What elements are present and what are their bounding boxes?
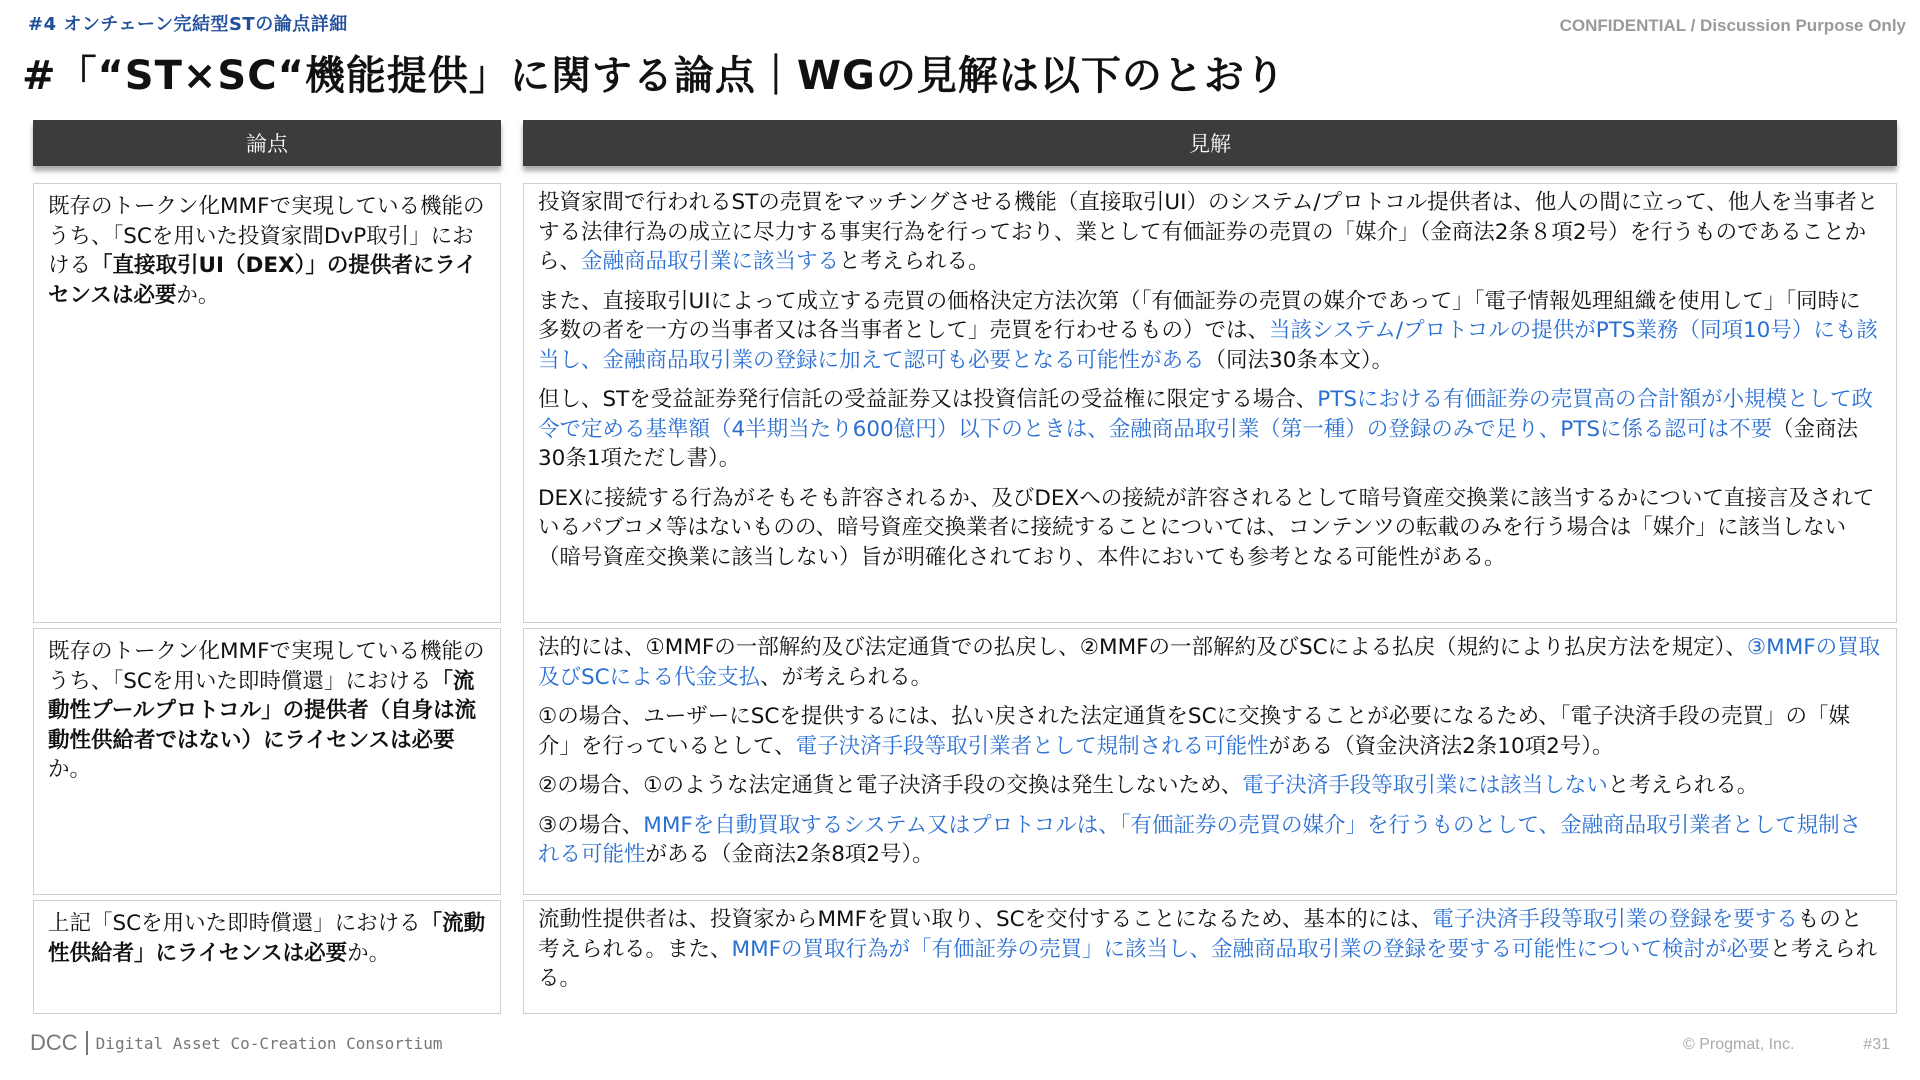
page-title: #「“ST×SC“機能提供」に関する論点｜WGの見解は以下のとおり [22, 53, 1286, 99]
text-run: ものと考えられる。また、 [538, 907, 1863, 962]
highlighted-text: PTSにおける有価証券の売買高の合計額が小規模として政令で定める基準額（4半期当たり600億円）以下のときは、金融商品取引業（第一種）の登録のみで足り、PTSに係る認可は不要 [538, 387, 1874, 442]
text-run: 流動性提供者は、投資家からMMFを買い取り、SCを交付することになるため、基本的には、 [538, 907, 1433, 932]
view-paragraph [538, 188, 1882, 277]
view-paragraph [538, 771, 1882, 801]
text-run: 上記「SCを用いた即時償還」における [48, 911, 421, 936]
dcc-logo [30, 1030, 442, 1056]
highlighted-text: 当該システム/プロトコルの提供がPTS業務（同項10号）にも該当し、金融商品取引業の登録に加えて認可も必要となる可能性がある [538, 318, 1878, 373]
view-cell-3 [523, 900, 1897, 1014]
issue-text [48, 192, 488, 310]
issue-cell-1 [33, 183, 501, 623]
text-run: DEXに接続する行為がそもそも許容されるか、及びDEXへの接続が許容されるとして暗号資産交換業に該当するかについて直接言及されているパブコメ等はないものの、暗号資産交換業者に接続することについては、コンテンツの転載のみを行う場合は「媒介」に該当しない（暗号資産交換業に該当しない）旨が明確化されており、本件においても参考となる可能性がある。 [538, 485, 1875, 570]
issue-cell-2 [33, 628, 501, 895]
confidential-label: CONFIDENTIAL / Discussion Purpose Only [1559, 16, 1906, 35]
text-run: と考えられる。 [1607, 773, 1759, 798]
text-run: 既存のトークン化MMFで実現している機能のうち、「SCを用いた即時償還」における [48, 639, 485, 694]
view-paragraph [538, 702, 1882, 761]
header-issue: 論点 [33, 120, 501, 166]
text-run: ③の場合、 [538, 812, 644, 838]
text-run: と考えられる。 [538, 936, 1878, 991]
bold-text: 「直接取引UI（DEX）」の提供者にライセンスは必要 [48, 253, 477, 308]
view-paragraph [538, 905, 1882, 994]
text-run: 但し、STを受益証券発行信託の受益証券又は投資信託の受益権に限定する場合、 [538, 387, 1318, 412]
highlighted-text: 金融商品取引業に該当する [581, 249, 840, 274]
logo-subtitle: Digital Asset Co-Creation Consortium [95, 1033, 443, 1053]
view-paragraph [538, 287, 1882, 376]
highlighted-text: 電子決済手段等取引業者として規制される可能性 [795, 733, 1269, 759]
text-run: 、が考えられる。 [760, 664, 933, 690]
bold-text: 「流動性供給者」にライセンスは必要 [48, 911, 486, 966]
text-run: がある（金商法2条8項2号）。 [645, 842, 934, 867]
view-cell-1 [523, 183, 1897, 623]
text-run: 既存のトークン化MMFで実現している機能のうち、「SCを用いた投資家間DvP取引」における [48, 194, 485, 278]
bold-text: 「流動性プールプロトコル」の提供者（自身は流動性供給者ではない）にライセンスは必要 [48, 668, 477, 753]
text-run: ①の場合、ユーザーにSCを提供するには、払い戻された法定通貨をSCに交換することが必要になるため、「電子決済手段の売買」の「媒介」を行っているとして、 [538, 704, 1850, 759]
page-number: #31 [1863, 1036, 1890, 1053]
copyright: © Progmat, Inc. [1683, 1036, 1795, 1053]
text-run: か。 [48, 757, 92, 782]
text-run: がある（資金決済法2条10項2号）。 [1268, 733, 1614, 759]
text-run: また、直接取引UIによって成立する売買の価格決定方法次第（「有価証券の売買の媒介であって」「電子情報処理組織を使用して」「同時に多数の者を一方の当事者又は各当事者として」売買を行わせるもの）では、 [538, 288, 1861, 343]
highlighted-text: MMFの買取行為が「有価証券の売買」に該当し、金融商品取引業の登録を要する可能性について検討が必要 [731, 936, 1770, 962]
logo-text: DCC [30, 1030, 78, 1055]
breadcrumb: #4 オンチェーン完結型STの論点詳細 [28, 14, 348, 35]
text-run: と考えられる。 [839, 249, 990, 274]
highlighted-text: MMFを自動買取するシステム又はプロトコルは、「有価証券の売買の媒介」を行うものとして、金融商品取引業者として規制される可能性 [538, 812, 1862, 867]
text-run: ②の場合、①のような法定通貨と電子決済手段の交換は発生しないため、 [538, 773, 1243, 798]
view-paragraph [538, 385, 1882, 474]
issue-text [48, 637, 488, 785]
issue-text [48, 909, 488, 968]
header-view: 見解 [523, 120, 1897, 166]
highlighted-text: 電子決済手段等取引業の登録を要する [1432, 907, 1798, 932]
highlighted-text: ③MMFの買取及びSCによる代金支払 [538, 635, 1881, 690]
view-cell-2 [523, 628, 1897, 895]
text-run: 法的には、①MMFの一部解約及び法定通貨での払戻し、②MMFの一部解約及びSCによる払戻（規約により払戻方法を規定）、 [538, 635, 1747, 660]
issue-cell-3 [33, 900, 501, 1014]
text-run: 投資家間で行われるSTの売買をマッチングさせる機能（直接取引UI）のシステム/プロトコル提供者は、他人の間に立って、他人を当事者とする法律行為の成立に尽力する事実行為を行っており、業として有価証券の売買の「媒介」（金商法2条８項2号）を行うものであることから、 [538, 190, 1879, 274]
view-paragraph [538, 484, 1882, 573]
text-run: か。 [347, 940, 391, 966]
view-paragraph [538, 633, 1882, 692]
view-paragraph [538, 811, 1882, 870]
text-run: （同法30条本文）。 [1204, 347, 1394, 373]
text-run: （金商法30条1項ただし書）。 [538, 416, 1858, 471]
logo-divider [86, 1031, 88, 1055]
text-run: か。 [176, 282, 220, 308]
highlighted-text: 電子決済手段等取引業には該当しない [1242, 773, 1608, 798]
